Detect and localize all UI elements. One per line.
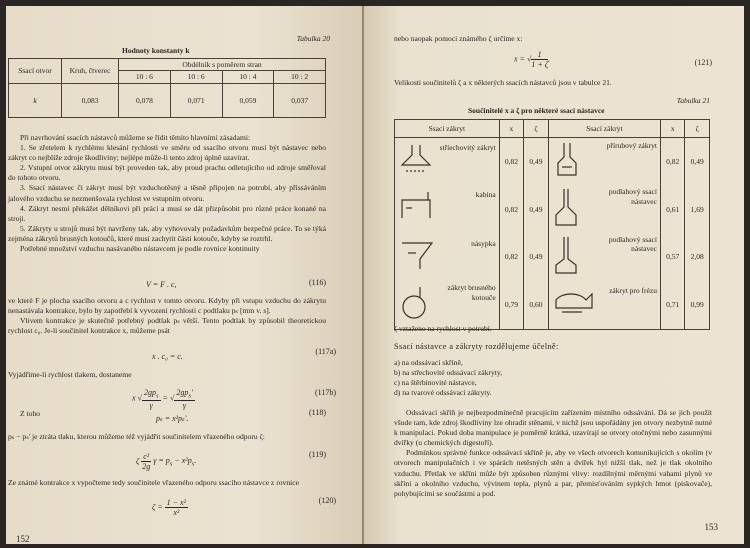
- table-21-z: 0,49: [524, 234, 549, 280]
- table-21-head: ζ: [524, 120, 549, 138]
- equation-117b-number: (117b): [314, 388, 336, 397]
- paragraph: Velikosti součinitelů ζ a x některých ssacích nástavců jsou v tabulce 21.: [394, 78, 612, 87]
- table-21-z: 0,49: [685, 138, 710, 186]
- table-20-ratio: 10 : 6: [119, 71, 171, 83]
- paragraph: Vlivem kontrakce je skutečně potřebný podtlak pₛ větší. Tento podtlak by způsobil theoretickou rychlost c₀. Je-li součinitel kontrakce x, můžeme psát: [8, 316, 326, 336]
- equation-120: ζ = $\frac{\text{1 − x²}}{\text{x²}}$: [152, 498, 186, 517]
- grinding-wheel-hood-icon: [398, 283, 434, 325]
- table-21-row: [395, 186, 710, 234]
- table-20-head-group: Obdélník s poměrem stran: [119, 59, 326, 71]
- paragraph: nebo naopak pomocí známého ζ určíme x:: [394, 34, 523, 43]
- paragraph: 4. Zákryt nesmí překážet dělníkovi při práci a musí se dát přizpůsobit pro různé práce konané na stroji.: [8, 203, 326, 223]
- table-21-x: 0,61: [660, 186, 685, 234]
- table-21-footnote: ζ vztaženo na rychlost v potrubí.: [394, 324, 492, 333]
- table-20-cell: 0,078: [119, 83, 171, 117]
- equation-116: V = F . c,: [146, 280, 177, 289]
- table-21-item-name: stříechovitý zákryt: [439, 142, 496, 152]
- paragraph: Z toho: [20, 409, 41, 418]
- paragraph: 3. Ssací nástavec či zákryt musí být vzduchotěsný a těsně připojen na potrubí, aby přissáváním jalového vzduchu se nezmenšovala rychlost ve vstupním otvoru.: [8, 183, 326, 203]
- table-20-cell: 0,037: [274, 83, 326, 117]
- table-21: [394, 119, 710, 330]
- table-21-z: 0,99: [685, 280, 710, 330]
- left-body-text: [8, 133, 326, 254]
- page-number-left: 152: [16, 534, 30, 544]
- paragraph: Ze známé kontrakce x vypočteme tedy součinitele vřazeného odporu ssacího nástavce z rovnice: [8, 478, 299, 487]
- table-21-hood-cell: [548, 138, 660, 186]
- table-21-item-name: násypka: [471, 238, 496, 248]
- paragraph: Potřebné množství vzduchu nasávaného nástavcem je podle rovnice kontinuity: [20, 244, 260, 254]
- table-21-head: x: [660, 120, 685, 138]
- equation-117a: x . c₀ = c.: [152, 352, 183, 361]
- table-21-row: [395, 234, 710, 280]
- equation-121: x = √ $\frac{1}{1 + \zeta}$ .: [514, 50, 550, 69]
- table-21-tag: Tabulka 21: [676, 96, 710, 105]
- table-21-z: 0,49: [524, 186, 549, 234]
- table-20-cell: 0,071: [170, 83, 222, 117]
- table-20-ratio: 10 : 2: [274, 71, 326, 83]
- equation-118: pₛ = x²pₛ'.: [156, 414, 189, 423]
- table-20-cell: 0,083: [62, 83, 119, 117]
- paragraph: Při navrhování ssacích nástavců můžeme se řídit těmito hlavními zásadami:: [20, 133, 251, 142]
- table-20-cell: 0,059: [222, 83, 274, 117]
- equation-119: ζ $\frac{\text{c²}}{2g}$ $\gamma = p_s - x^2p_s$.: [136, 452, 197, 471]
- table-21-z: 0,60: [524, 280, 549, 330]
- flanged-hood-icon: [552, 141, 582, 183]
- table-21-z: 1,69: [685, 186, 710, 234]
- paragraph: Odssávací skříň je nejbezpodmínečně pracujícím zařízením místního odssávání. Dá se jich použít všude tam, kde zdroj škodliviny lze ohradit stěnami, v nichž jsou uspořádány jen otvory nezbytně nutné k manipulaci. Pokud doba manipulace je poměrně krátká, uzavírají se otvory otočnými nebo zasunnými dvířky (u chemických digestoří).: [394, 408, 712, 448]
- table-21-item-name: zákryt brusného kotouče: [447, 283, 496, 302]
- hopper-icon: [398, 239, 438, 275]
- table-21-hood-cell: [548, 234, 660, 280]
- paragraph: Podmínkou správné funkce odssávací skříně je, aby ve všech otvorech komunikujících s okolím (v otvorech manipulačních i ve spárách netěsných stěn a dvířek hyl nižší tlak, než je tlak okolního vzduchu. Přetlak ve skříni může být způsoben různými vlivy: rozdílnými měrnými vahami plynů ve skříni a okolního vzduchu, vývinem tepla, plynů a par, přemisťováním sypkých hmot (piskovače), pohybujícími se součástmi a pod.: [394, 448, 712, 498]
- table-20-tag: Tabulka 20: [296, 34, 330, 43]
- table-21-hood-cell: [548, 186, 660, 234]
- paragraph: 2. Vstupní otvor zákrytu musí být proveden tak, aby proud prachu odletujícího od zdroje směřoval do tohoto otvoru.: [8, 163, 326, 183]
- equation-117a-number: (117a): [315, 347, 336, 356]
- table-21-item-name: podlahový ssací nástavec: [608, 187, 657, 206]
- list-item: c) na štěrbinovité nástavce,: [394, 378, 477, 388]
- paragraph: ve které F je plocha ssacího otvoru a c rychlost v tomto otvoru. Kdyby při vstupu vzduchu do zákrytu nenastávala kontrakce, bylo by zapotřebí k vyvození rychlosti c podtlaku pₛ [mm v. s].: [8, 296, 326, 316]
- table-21-z: 2,08: [685, 234, 710, 280]
- table-21-hood-cell: [395, 234, 500, 280]
- list-item: b) na střechovité odssávací zákryty,: [394, 368, 503, 378]
- table-21-title: Součinitelé x a ζ pro některé ssací nástavce: [468, 106, 605, 115]
- table-21-x: 0,79: [499, 280, 524, 330]
- table-21-item-name: kabina: [475, 190, 496, 200]
- table-21-row: [395, 280, 710, 330]
- table-20-head-opening: Ssací otvor: [9, 59, 62, 84]
- table-21-hood-cell: [395, 138, 500, 186]
- equation-117b: x √ $\frac{2gp_s}{\gamma}$ = √ $\frac{2gp_s'}{\gamma}$: [132, 388, 193, 410]
- table-21-item-name: zákryt pro frézu: [609, 286, 657, 296]
- paragraph: 1. Se zřetelem k rychlému klesání rychlosti ve směru od ssacího otvoru musí být nástavec nebo zákryt co nejblíže zdroje škodliviny; nejlépe může-li tento zdroj úplně uzavírat.: [8, 143, 326, 163]
- table-20-head-circle: Kruh, čtverec: [62, 59, 119, 84]
- table-21-hood-cell: [395, 186, 500, 234]
- equation-116-number: (116): [308, 278, 326, 287]
- page-number-right: 153: [704, 522, 718, 532]
- left-body-text-2: [8, 296, 326, 336]
- table-20-ratio: 10 : 6: [170, 71, 222, 83]
- table-21-head: ζ: [685, 120, 710, 138]
- floor-hood-icon: [552, 235, 582, 279]
- table-20-cell: k: [9, 83, 62, 117]
- table-21-item-name: podlahový ssací nástavec: [608, 234, 657, 253]
- category-list: [394, 358, 502, 398]
- section-heading: Ssací nástavce a zákryty rozdělujeme účelně:: [394, 342, 559, 351]
- equation-118-number: (118): [308, 408, 326, 417]
- table-21-x: 0,82: [499, 186, 524, 234]
- table-21-x: 0,82: [660, 138, 685, 186]
- list-item: a) na odssávací skříně,: [394, 358, 463, 367]
- equation-121-number: (121): [694, 58, 712, 67]
- table-21-head: Ssací zákryt: [395, 120, 500, 138]
- table-21-x: 0,82: [499, 234, 524, 280]
- right-body-text: [394, 408, 712, 499]
- floor-hood-icon: [552, 187, 582, 231]
- paragraph: 5. Zákryty u strojů musí být navrženy tak, aby vyhovovaly požadavkům bezpečné práce. To se týká zejména zákrytů brusných kotoučů, které musí zachytit části kotouče, kdyby se roztrhl.: [8, 223, 326, 243]
- table-21-z: 0,49: [524, 138, 549, 186]
- table-21-row: [395, 138, 710, 186]
- table-21-x: 0,57: [660, 234, 685, 280]
- table-21-x: 0,82: [499, 138, 524, 186]
- table-21-hood-cell: [395, 280, 500, 330]
- left-page: [6, 6, 362, 544]
- table-21-head: x: [499, 120, 524, 138]
- table-20-ratio: 10 : 4: [222, 71, 274, 83]
- paragraph: pₛ − pₛ' je ztráta tlaku, kterou můžeme též vyjádřit součinitelem vřazeného odporu ζ:: [8, 432, 265, 441]
- milling-cutter-hood-icon: [552, 286, 596, 322]
- equation-120-number: (120): [318, 496, 336, 505]
- table-20-title: Hodnoty konstanty k: [122, 46, 190, 55]
- table-21-x: 0,71: [660, 280, 685, 330]
- table-21-item-name: přírubový zákryt: [606, 140, 657, 150]
- table-20: [8, 58, 326, 118]
- canopy-hood-icon: [398, 143, 434, 181]
- table-21-hood-cell: [548, 280, 660, 330]
- equation-119-number: (119): [308, 450, 326, 459]
- booth-icon: [398, 190, 438, 228]
- right-page: [364, 6, 744, 544]
- list-item: d) na tvarové odssávací zákryty.: [394, 388, 492, 398]
- paragraph: Vyjádříme-li rychlost tlakem, dostaneme: [8, 370, 132, 379]
- table-21-head: Ssací zákryt: [548, 120, 660, 138]
